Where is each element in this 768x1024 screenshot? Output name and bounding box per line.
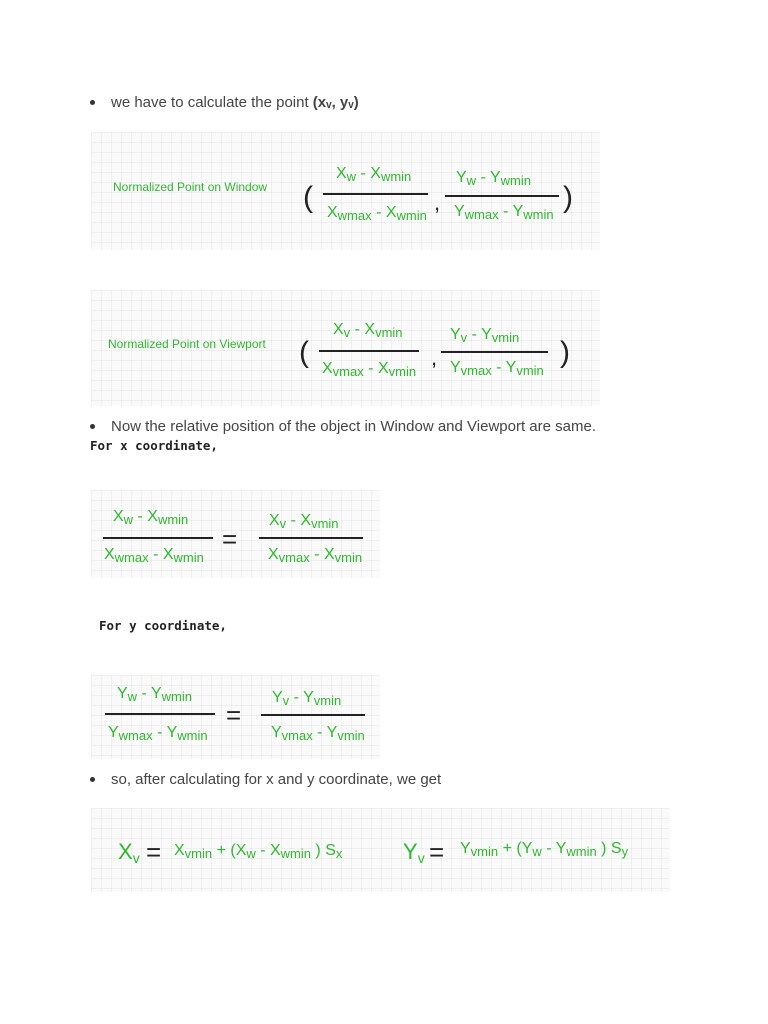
y-eq-left-numerator: $Y_w - Y_{wmin}$ bbox=[117, 685, 193, 704]
window-formula-panel bbox=[91, 132, 600, 250]
fraction-bar bbox=[261, 714, 365, 716]
y-equation-panel bbox=[91, 675, 380, 759]
x-eq-left-numerator: $X_w - X_{wmin}$ bbox=[113, 508, 189, 527]
open-paren: ( bbox=[303, 181, 313, 214]
viewport-y-numerator: $Y_v - Y_{vmin}$ bbox=[450, 326, 520, 345]
bullet-dot bbox=[90, 424, 95, 429]
bullet-dot bbox=[90, 100, 95, 105]
bullet-dot bbox=[90, 777, 95, 782]
equals-sign: = bbox=[226, 700, 242, 730]
point-notation: (xᵥ, yᵥ) bbox=[312, 94, 359, 111]
y-eq-right-denominator: $Y_{vmax} - Y_{vmin}$ bbox=[271, 724, 365, 743]
open-paren: ( bbox=[299, 336, 309, 369]
yv-lhs: $Y_v$ bbox=[403, 839, 425, 866]
fraction-bar bbox=[319, 350, 419, 352]
bullet-text: Now the relative position of the object in Window and Viewport are same. bbox=[111, 418, 596, 435]
close-paren: ) bbox=[560, 336, 570, 369]
viewport-x-denominator: $X_{vmax} - X_{vmin}$ bbox=[322, 360, 417, 379]
x-eq-right-denominator: $X_{vmax} - X_{vmin}$ bbox=[268, 546, 363, 565]
result-formula-panel bbox=[91, 808, 670, 892]
xv-rhs: $X_{vmin} + (X_w - X_{wmin}$ ) $S_x$ bbox=[174, 842, 343, 861]
xv-lhs: $X_v$ bbox=[118, 839, 140, 866]
y-coordinate-heading: For y coordinate, bbox=[99, 618, 227, 633]
equals-sign: = bbox=[429, 837, 445, 867]
window-y-numerator: $Y_w - Y_{wmin}$ bbox=[456, 169, 532, 188]
viewport-formula-label: Normalized Point on Viewport bbox=[108, 337, 266, 351]
x-equation-panel bbox=[91, 490, 380, 578]
fraction-bar bbox=[103, 537, 213, 539]
comma: , bbox=[434, 190, 441, 215]
window-formula-label: Normalized Point on Window bbox=[113, 180, 268, 194]
viewport-y-denominator: $Y_{vmax} - Y_{vmin}$ bbox=[450, 359, 544, 378]
window-x-numerator: $X_w - X_{wmin}$ bbox=[336, 165, 412, 184]
fraction-bar bbox=[441, 351, 548, 353]
viewport-x-numerator: $X_v - X_{vmin}$ bbox=[333, 321, 403, 340]
fraction-bar bbox=[105, 713, 215, 715]
x-coordinate-heading: For x coordinate, bbox=[90, 438, 218, 453]
bullet-relative-position bbox=[90, 418, 596, 435]
equals-sign: = bbox=[146, 837, 162, 867]
fraction-bar bbox=[445, 195, 559, 197]
fraction-bar bbox=[259, 537, 363, 539]
fraction-bar bbox=[323, 193, 428, 195]
x-eq-right-numerator: $X_v - X_{vmin}$ bbox=[269, 512, 339, 531]
y-eq-right-numerator: $Y_v - Y_{vmin}$ bbox=[272, 689, 342, 708]
bullet-result-intro bbox=[90, 771, 441, 788]
bullet-calculate-point bbox=[90, 94, 359, 111]
bullet-text: we have to calculate the point bbox=[111, 94, 313, 111]
yv-rhs: $Y_{vmin} + (Y_w - Y_{wmin}$ ) $S_y$ bbox=[460, 840, 629, 859]
window-x-denominator: $X_{wmax} - X_{wmin}$ bbox=[327, 204, 427, 223]
x-eq-left-denominator: $X_{wmax} - X_{wmin}$ bbox=[104, 546, 204, 565]
viewport-formula-panel bbox=[91, 290, 600, 406]
y-eq-left-denominator: $Y_{wmax} - Y_{wmin}$ bbox=[108, 724, 208, 743]
bullet-text: so, after calculating for x and y coordinate, we get bbox=[111, 771, 442, 788]
close-paren: ) bbox=[563, 181, 573, 214]
equals-sign: = bbox=[222, 524, 238, 554]
comma: , bbox=[431, 345, 438, 370]
window-y-denominator: $Y_{wmax} - Y_{wmin}$ bbox=[454, 203, 554, 222]
